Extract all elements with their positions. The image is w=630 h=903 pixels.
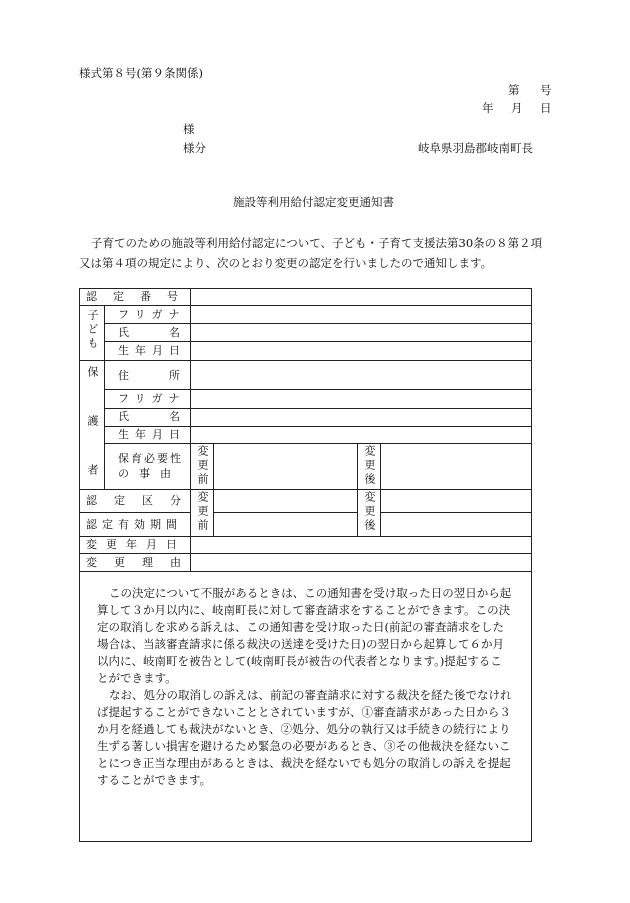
form-code: 様式第８号(第９条関係) [79, 66, 203, 80]
notice-line: することができます。 [97, 773, 212, 787]
label-child-birthdate: 生年月日 [118, 344, 186, 357]
number-dai: 第 [508, 83, 520, 97]
notice-line: とができます。 [97, 671, 177, 685]
label-cert-number: 認定番号 [86, 290, 194, 303]
label-child-group: 子ども [86, 309, 99, 351]
number-go: 号 [540, 83, 552, 97]
date-month: 月 [511, 101, 523, 115]
label-valid-period: 認定有効期間 [86, 518, 182, 531]
intro-line-2: 又は第４項の規定により、次のとおり変更の認定を行いましたので通知します。 [79, 256, 493, 270]
label-guardian-furigana: フリガナ [118, 392, 186, 405]
addressee-samabun: 様分 [183, 141, 206, 155]
label-before-1: 変更前 [196, 445, 209, 487]
document-title: 施設等利用給付認定変更通知書 [233, 195, 394, 209]
notice-line: 場合は、当該審査請求に係る裁決の送達を受けた日)の翌日から起算して６か月 [97, 637, 504, 651]
date-year: 年 [482, 101, 494, 115]
date-day: 日 [540, 101, 552, 115]
label-care-reason-2: の事由 [118, 467, 181, 480]
label-guardian-name: 氏名 [118, 410, 220, 423]
notice-line: 生ずる著しい損害を避けるため緊急の必要があるとき、③その他裁決を経ないこ [97, 739, 511, 753]
label-address: 住所 [118, 369, 220, 382]
label-care-reason-1: 保育必要性 [118, 452, 183, 465]
issuer-name: 岐阜県羽島郡岐南町長 [418, 141, 533, 155]
notice-line: 定の取消しを求める訴えは、この通知書を受け取った日(前記の審査請求をした [97, 620, 504, 634]
notice-line: か月を経過しても裁決がないとき、②処分、処分の執行又は手続きの続行により [97, 722, 511, 736]
label-after-1: 変更後 [363, 445, 376, 487]
label-change-date: 変更年月日 [86, 538, 186, 551]
notice-line: この決定について不服があるときは、この通知書を受け取った日の翌日から起 [109, 586, 512, 600]
notice-line: 以内に、岐南町を被告として(岐南町長が被告の代表者となります。)提起するこ [97, 654, 502, 668]
label-category: 認定区分 [86, 494, 198, 507]
label-before-2: 変更前 [196, 491, 209, 533]
label-child-name: 氏名 [118, 326, 220, 339]
addressee-sama: 様 [183, 122, 195, 136]
label-child-furigana: フリガナ [118, 308, 186, 321]
label-after-2: 変更後 [363, 491, 376, 533]
notice-line: ば提起することができないこととされていますが、①審査請求があった日から３ [97, 705, 511, 719]
label-guardian-group: 保護者 [86, 366, 99, 513]
intro-line-1: 子育てのための施設等利用給付認定について、子ども・子育て支援法第30条の８第２項 [91, 236, 543, 250]
notice-line: 算して３か月以内に、岐南町長に対して審査請求をすることができます。この決 [97, 603, 511, 617]
label-guardian-birthdate: 生年月日 [118, 428, 186, 441]
notice-line: とにつき正当な理由があるときは、裁決を経ないでも処分の取消しの訴えを提起 [97, 756, 511, 770]
label-change-reason: 変更理由 [86, 556, 198, 569]
notice-line: なお、処分の取消しの訴えは、前記の審査請求に対する裁決を経た後でなけれ [109, 688, 512, 702]
